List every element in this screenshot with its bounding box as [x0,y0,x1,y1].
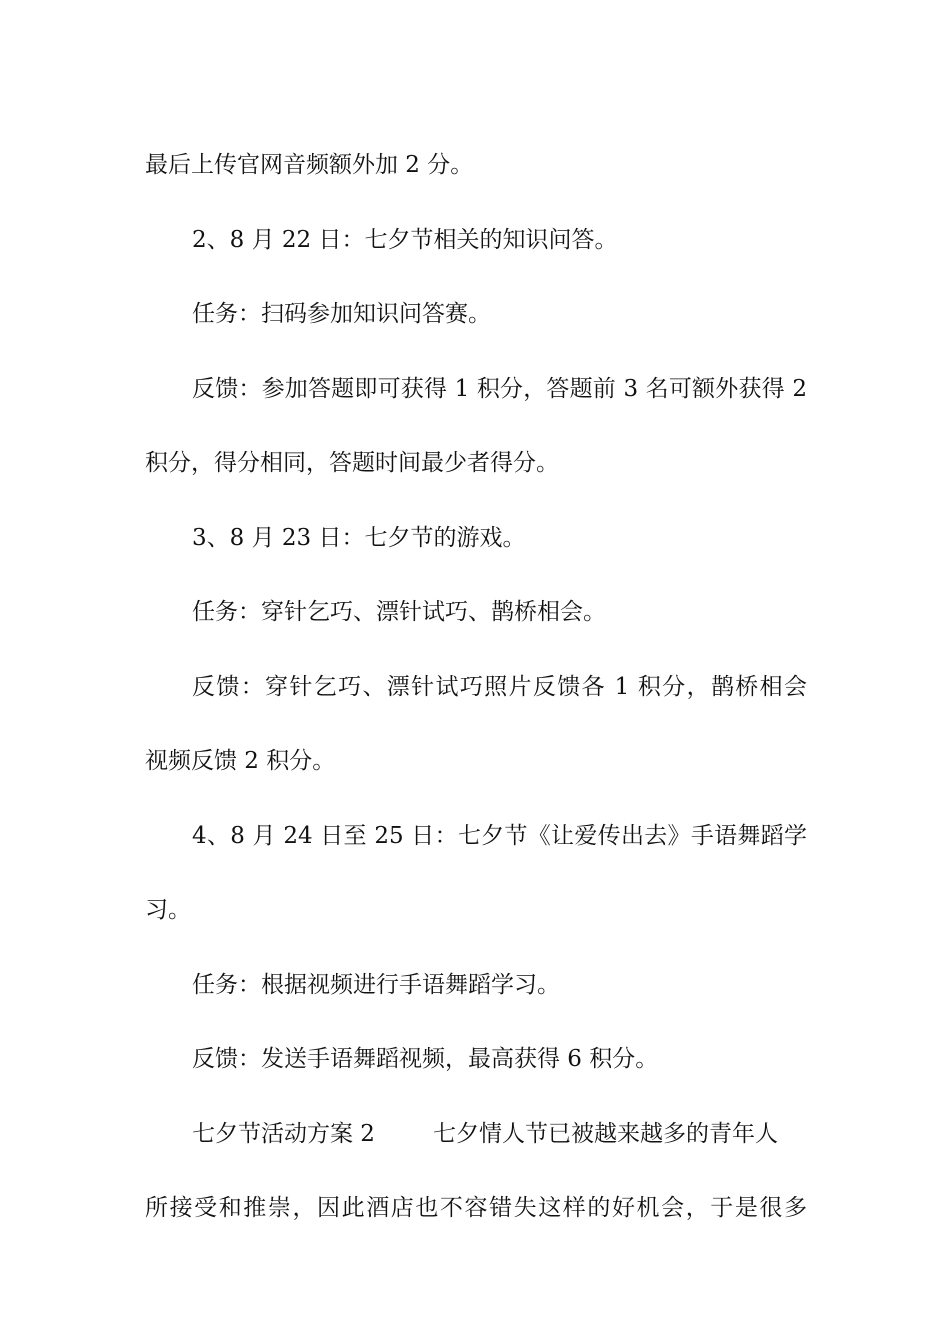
paragraph-line: 习。 [145,897,191,923]
section-title-line [145,1097,807,1172]
section-title: 七夕节活动方案 2 [192,1120,375,1147]
document-body [145,128,807,1246]
paragraph-line: 任务：根据视频进行手语舞蹈学习。 [192,971,560,998]
paragraph-line: 所接受和推崇，因此酒店也不容错失这样的好机会，于是很多 [145,1195,807,1221]
paragraph-line: 4、8 月 24 日至 25 日：七夕节《让爱传出去》手语舞蹈学 [192,822,807,849]
paragraph-line: 视频反馈 2 积分。 [145,748,336,774]
paragraph-line: 2、8 月 22 日：七夕节相关的知识问答。 [192,226,618,253]
paragraph-line: 积分，得分相同，答题时间最少者得分。 [145,450,559,476]
paragraph-line: 任务：扫码参加知识问答赛。 [192,301,491,327]
paragraph-line: 最后上传官网音频额外加 2 分。 [145,152,474,178]
paragraph-line: 3、8 月 23 日：七夕节的游戏。 [192,524,526,551]
paragraph-line: 反馈：发送手语舞蹈视频，最高获得 6 积分。 [192,1046,659,1072]
paragraph-line: 反馈：穿针乞巧、漂针试巧照片反馈各 1 积分，鹊桥相会 [192,673,807,700]
paragraph-line: 反馈：参加答题即可获得 1 积分，答题前 3 名可额外获得 2 [192,375,807,402]
section-intro: 七夕情人节已被越来越多的青年人 [432,1120,778,1147]
paragraph-line: 任务：穿针乞巧、漂针试巧、鹊桥相会。 [192,599,606,625]
